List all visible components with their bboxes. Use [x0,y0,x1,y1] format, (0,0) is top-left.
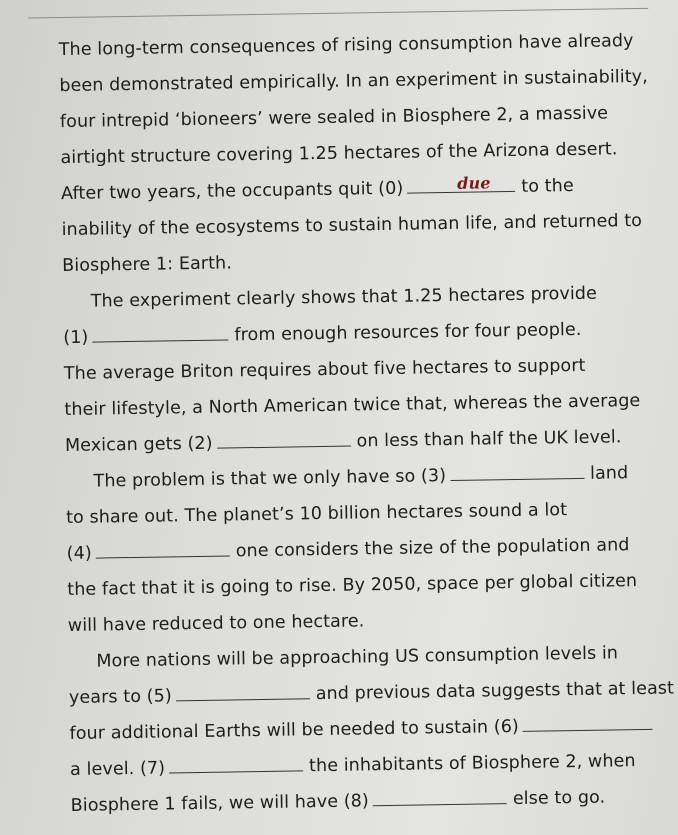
top-rule [28,8,648,19]
text-line [70,750,636,781]
text: airtight structure covering 1.25 hectares of the Arizona desert. [60,139,618,169]
text: and previous data suggests that at least [315,678,675,705]
text: The experiment clearly shows that 1.25 hectares provide [90,283,598,312]
answer-blank-5[interactable] [176,684,310,701]
text-line [69,714,659,745]
text: to share out. The planet’s 10 billion hectares sound a lot [65,500,568,529]
text: the fact that it is going to rise. By 2050, space per global citizen [67,571,638,601]
text-line [68,610,365,637]
text: The long-term consequences of rising consumption have already [58,31,634,61]
text: four intrepid ‘bioneers’ were sealed in Biosphere 2, a massive [59,103,609,133]
text-line [67,570,637,601]
text-line [61,210,642,241]
answer-blank-1[interactable] [92,325,228,342]
text: else to go. [512,787,606,810]
text: The problem is that we only have so (3) [93,466,447,492]
text-line [65,426,622,457]
text: four additional Earths will be needed to sustain (6) [69,716,520,744]
text: (4) [66,543,92,565]
text: from enough resources for four people. [234,319,582,346]
text: (1) [63,327,89,349]
answer-blank-0[interactable] [407,173,515,194]
text-line [64,390,640,421]
text: Mexican gets (2) [64,433,213,457]
text-line [63,319,581,349]
text-line [62,252,232,277]
text: After two years, the occupants quit (0) [60,178,404,205]
text: land [589,463,629,484]
text-line [66,499,567,529]
text-line [91,283,598,313]
answer-blank-6[interactable] [523,715,653,732]
text: inability of the ecosystems to sustain human life, and returned to [61,210,643,241]
text-line [96,642,618,672]
text-line [67,534,630,565]
text-line [69,677,674,709]
text: their lifestyle, a North American twice that, whereas the average [64,390,641,421]
answer-blank-7[interactable] [169,756,303,773]
text: a level. (7) [69,758,166,780]
text-line [70,787,605,817]
answer-blank-3[interactable] [450,464,584,481]
answer-blank-8[interactable] [373,789,507,806]
text-line [60,102,609,133]
text-line [64,355,586,385]
text: Biosphere 1: Earth. [62,253,233,277]
text: on less than half the UK level. [356,427,622,452]
text: Biosphere 1 fails, we will have (8) [70,791,370,816]
text-line [60,138,617,169]
text-line [59,66,648,97]
text: More nations will be approaching US consumption levels in [96,643,619,672]
text: been demonstrated empirically. In an experiment in sustainability, [59,66,649,97]
text-line [59,30,634,61]
text: one considers the size of the population and [235,535,630,562]
text: will have reduced to one hectare. [67,611,365,637]
text-line [61,175,574,205]
text: The average Briton requires about five hectares to support [63,355,586,385]
text: to the [521,176,574,197]
text-line [93,462,628,492]
answer-blank-2[interactable] [216,432,350,449]
handwritten-answer: due [457,173,491,193]
answer-blank-4[interactable] [96,541,230,558]
text: years to (5) [68,686,172,709]
text: the inhabitants of Biosphere 2, when [308,751,636,777]
